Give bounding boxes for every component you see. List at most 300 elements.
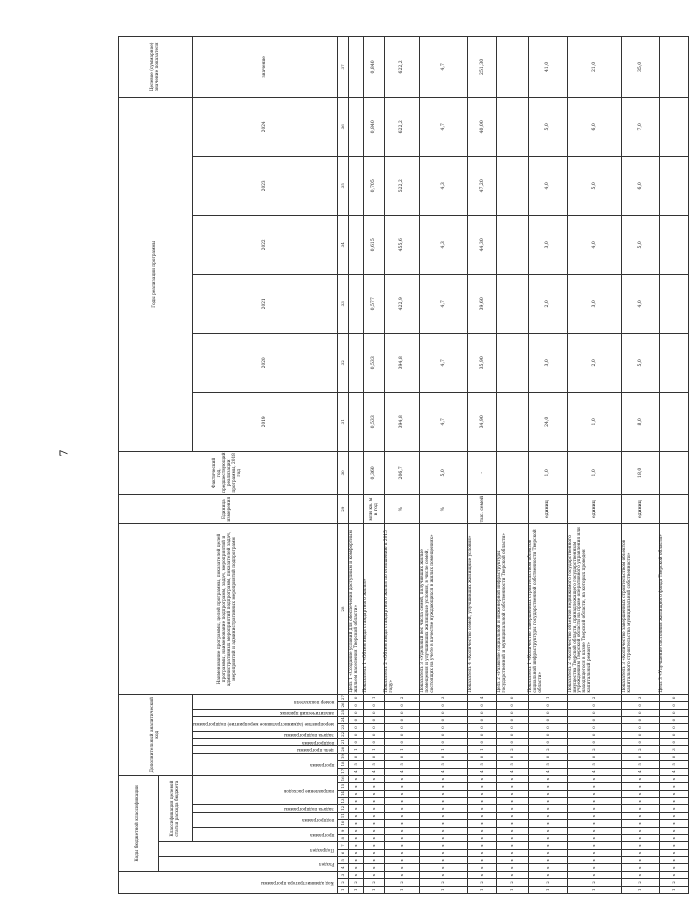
code-cell: х — [528, 820, 568, 827]
code-cell: х — [497, 805, 528, 812]
code-cell: 2 — [568, 879, 622, 886]
column-number: 29 — [337, 494, 348, 524]
column-number: 23 — [337, 724, 348, 731]
code-cell: х — [384, 783, 419, 790]
program-indicators-table — [118, 36, 689, 894]
code-cell: х — [349, 820, 364, 827]
value-2019 — [659, 392, 688, 451]
value-2019: 24,0 — [528, 392, 568, 451]
code-cell: х — [659, 827, 688, 834]
unit-cell: единиц — [622, 494, 659, 524]
indicator-name: Цель 1 «Создание условий для обеспечения доступным и комфортным жильем населения Тверской области» — [349, 524, 364, 694]
code-cell: х — [622, 849, 659, 856]
code-cell: х — [497, 812, 528, 819]
code-cell: 2 — [528, 879, 568, 886]
code-cell: 1 — [497, 886, 528, 893]
header-podprogramma: подпрограмма — [193, 812, 338, 827]
page-number: 7 — [57, 449, 71, 457]
code-cell: х — [363, 820, 384, 827]
code-cell: х — [349, 798, 364, 805]
value-2021: 0,577 — [363, 274, 384, 333]
table-row — [497, 37, 528, 894]
column-number: 22 — [337, 731, 348, 738]
value-2022: 5,0 — [622, 215, 659, 274]
column-number: 37 — [337, 37, 348, 98]
code-cell: х — [497, 864, 528, 871]
code-cell: х — [497, 871, 528, 878]
code-cell: х — [568, 783, 622, 790]
value-2022: 44,30 — [468, 215, 497, 274]
code-cell: х — [384, 842, 419, 849]
header-programma: программа — [193, 827, 338, 842]
indicator-name: Цель 2 «Развитие социальной и инженерной инфраструктуры государственной и муниципальной собственности Тверской области» — [497, 524, 528, 694]
code-cell: х — [568, 834, 622, 841]
table-row — [568, 37, 622, 894]
code-cell: х — [363, 871, 384, 878]
code-cell: 0 — [497, 694, 528, 702]
value-2021: 4,7 — [420, 274, 468, 333]
header-d-analytic: аналитический признак — [193, 709, 338, 716]
code-cell: 1 — [568, 886, 622, 893]
code-cell: 2 — [622, 746, 659, 753]
code-cell: 3 — [659, 746, 688, 753]
code-cell: 0 — [349, 694, 364, 702]
code-cell: 0 — [420, 724, 468, 731]
code-cell: 1 — [384, 746, 419, 753]
header-budget-class: Коды бюджетной классификации — [119, 775, 159, 871]
code-cell: 0 — [528, 702, 568, 709]
value-2024: 40,00 — [468, 97, 497, 156]
code-cell: 2 — [568, 694, 622, 702]
code-cell: 4 — [384, 768, 419, 775]
code-cell: х — [420, 864, 468, 871]
code-cell: 1 — [468, 746, 497, 753]
code-cell: х — [568, 798, 622, 805]
unit-cell: % — [420, 494, 468, 524]
column-number: 28 — [337, 524, 348, 694]
code-cell: 0 — [420, 731, 468, 738]
value-2020 — [497, 333, 528, 392]
code-cell: х — [568, 849, 622, 856]
code-cell: х — [528, 827, 568, 834]
value-2021: 4,0 — [622, 274, 659, 333]
base-year-value: 0,360 — [363, 451, 384, 494]
code-cell: х — [528, 842, 568, 849]
value-2019: 4,7 — [420, 392, 468, 451]
code-cell: 5 — [384, 761, 419, 768]
code-cell: х — [528, 871, 568, 878]
code-cell: х — [568, 812, 622, 819]
unit-cell: единиц — [528, 494, 568, 524]
table-row — [420, 37, 468, 894]
code-cell: 5 — [528, 761, 568, 768]
code-cell: х — [528, 805, 568, 812]
code-cell: 0 — [363, 731, 384, 738]
header-year-2024: 2024 — [193, 97, 338, 156]
value-2022: 0,615 — [363, 215, 384, 274]
column-number: 2 — [337, 879, 348, 886]
code-cell: х — [468, 775, 497, 782]
code-cell: 3 — [420, 694, 468, 702]
code-cell: х — [384, 805, 419, 812]
code-cell: 1 — [622, 886, 659, 893]
indicator-name: Показатель 2 «Объем ввода стандартного жилья по отношению к 2015 году» — [384, 524, 419, 694]
target-value: 622,2 — [384, 37, 419, 98]
code-cell: х — [420, 790, 468, 797]
code-cell: 5 — [568, 761, 622, 768]
code-cell: 4 — [349, 768, 364, 775]
code-cell: 3 — [622, 694, 659, 702]
target-value: 41,0 — [528, 37, 568, 98]
table-row — [384, 37, 419, 894]
table-row — [349, 37, 364, 894]
code-cell: 0 — [622, 716, 659, 723]
base-year-value — [349, 451, 364, 494]
code-cell: х — [363, 857, 384, 864]
header-napravlenie-raskhodov: направление расходов — [193, 775, 338, 805]
code-cell: х — [468, 798, 497, 805]
code-cell: 5 — [468, 761, 497, 768]
code-cell: х — [420, 812, 468, 819]
code-cell: х — [363, 790, 384, 797]
code-cell: х — [349, 805, 364, 812]
column-number: 3 — [337, 871, 348, 878]
column-number: 34 — [337, 215, 348, 274]
code-cell: х — [349, 827, 364, 834]
header-d-cel: цель программы — [193, 746, 338, 753]
code-cell: 0 — [622, 753, 659, 760]
rotated-table-wrapper — [118, 36, 676, 894]
code-cell: х — [363, 775, 384, 782]
value-2020: 394,8 — [384, 333, 419, 392]
unit-cell — [497, 494, 528, 524]
code-cell: 4 — [659, 768, 688, 775]
code-cell: х — [363, 834, 384, 841]
indicator-name: Показатель 4 «Количество семей, улучшивших жилищные условия» — [468, 524, 497, 694]
code-cell: 0 — [497, 709, 528, 716]
value-2023: 47,20 — [468, 156, 497, 215]
value-2020: 4,7 — [420, 333, 468, 392]
code-cell: 0 — [497, 731, 528, 738]
target-value: 4,7 — [420, 37, 468, 98]
header-base-year: Фактический год, предшествующий реализации программы, 2018 год — [119, 451, 338, 494]
code-cell: х — [497, 842, 528, 849]
value-2022: 455,6 — [384, 215, 419, 274]
code-cell: х — [420, 871, 468, 878]
code-cell: 0 — [497, 724, 528, 731]
code-cell: х — [622, 871, 659, 878]
code-cell: х — [568, 820, 622, 827]
column-number: 12 — [337, 805, 348, 812]
code-cell: х — [622, 842, 659, 849]
code-cell: 0 — [349, 739, 364, 746]
code-cell: 0 — [420, 753, 468, 760]
code-cell: х — [568, 871, 622, 878]
target-value — [497, 37, 528, 98]
code-cell: 0 — [659, 731, 688, 738]
code-cell: 1 — [420, 746, 468, 753]
code-cell: 0 — [468, 702, 497, 709]
code-cell: 1 — [384, 886, 419, 893]
code-cell: 1 — [659, 886, 688, 893]
code-cell: х — [363, 864, 384, 871]
header-znachenie: значение — [193, 37, 338, 98]
code-cell: 0 — [528, 731, 568, 738]
value-2024: 622,2 — [384, 97, 419, 156]
base-year-value — [497, 451, 528, 494]
code-cell: х — [659, 790, 688, 797]
code-cell: х — [468, 812, 497, 819]
code-cell: 0 — [497, 753, 528, 760]
code-cell: х — [568, 827, 622, 834]
code-cell: х — [349, 842, 364, 849]
code-cell: 0 — [420, 739, 468, 746]
code-cell: 0 — [528, 724, 568, 731]
code-cell: х — [659, 820, 688, 827]
header-admin-code: Код администратора программы — [119, 871, 338, 893]
column-number: 15 — [337, 783, 348, 790]
code-cell: 0 — [420, 709, 468, 716]
indicator-name: Цель 3 «Улучшение состояния жилищного фонда Тверской области» — [659, 524, 688, 694]
column-number: 30 — [337, 451, 348, 494]
base-year-value: 5,0 — [420, 451, 468, 494]
value-2020: 35,90 — [468, 333, 497, 392]
code-cell: х — [568, 775, 622, 782]
value-2020 — [659, 333, 688, 392]
value-2020: 0,533 — [363, 333, 384, 392]
code-cell: 1 — [363, 886, 384, 893]
value-2023 — [497, 156, 528, 215]
column-number: 16 — [337, 775, 348, 782]
value-2019 — [497, 392, 528, 451]
code-cell: 0 — [384, 716, 419, 723]
table-row — [468, 37, 497, 894]
code-cell: х — [384, 820, 419, 827]
code-cell: 0 — [659, 694, 688, 702]
code-cell: 0 — [363, 702, 384, 709]
value-2019: 8,0 — [622, 392, 659, 451]
code-cell: х — [420, 798, 468, 805]
code-cell: х — [349, 834, 364, 841]
value-2021: 2,0 — [528, 274, 568, 333]
code-cell: х — [659, 805, 688, 812]
code-cell: 0 — [468, 753, 497, 760]
value-2019: 34,90 — [468, 392, 497, 451]
column-number: 24 — [337, 716, 348, 723]
code-cell: 0 — [363, 724, 384, 731]
unit-cell: единиц — [568, 494, 622, 524]
code-cell: х — [659, 871, 688, 878]
value-2023: 4,0 — [528, 156, 568, 215]
code-cell: 0 — [363, 753, 384, 760]
value-2019: 0,533 — [363, 392, 384, 451]
header-podrazdel: Подраздел — [159, 842, 338, 857]
table-row — [659, 37, 688, 894]
target-value: 21,0 — [568, 37, 622, 98]
code-cell: х — [497, 790, 528, 797]
code-cell: 0 — [659, 739, 688, 746]
code-cell: х — [468, 790, 497, 797]
header-razdel: Раздел — [159, 857, 338, 872]
table-row — [622, 37, 659, 894]
code-cell: х — [468, 871, 497, 878]
header-year-2020: 2020 — [193, 333, 338, 392]
value-2021: 39,60 — [468, 274, 497, 333]
column-number: 35 — [337, 156, 348, 215]
code-cell: х — [468, 783, 497, 790]
code-cell: х — [497, 783, 528, 790]
code-cell: 0 — [568, 702, 622, 709]
code-cell: 0 — [468, 709, 497, 716]
code-cell: х — [622, 827, 659, 834]
code-cell: 0 — [363, 739, 384, 746]
code-cell: х — [497, 849, 528, 856]
value-2024: 7,0 — [622, 97, 659, 156]
code-cell: х — [497, 798, 528, 805]
code-cell: х — [349, 871, 364, 878]
code-cell: х — [363, 849, 384, 856]
code-cell: 0 — [349, 702, 364, 709]
code-cell: 5 — [420, 761, 468, 768]
base-year-value: 1,0 — [568, 451, 622, 494]
column-number: 6 — [337, 849, 348, 856]
code-cell: х — [659, 798, 688, 805]
header-year-2023: 2023 — [193, 156, 338, 215]
code-cell: х — [528, 798, 568, 805]
code-cell: х — [659, 834, 688, 841]
code-cell: х — [384, 812, 419, 819]
indicator-name: Показатель 3 «Удельный вес числа семей, получивших жилые помещения и улучшивших жилищные условия, в числе семей, состоящих на учете в качестве нуждающихся в жилых помещениях» — [420, 524, 468, 694]
code-cell: х — [420, 849, 468, 856]
column-number: 10 — [337, 820, 348, 827]
header-year-2021: 2021 — [193, 274, 338, 333]
unit-cell: млн кв. м в год — [363, 494, 384, 524]
code-cell: 2 — [349, 879, 364, 886]
code-cell: х — [497, 857, 528, 864]
target-value — [659, 37, 688, 98]
target-value: 0,840 — [363, 37, 384, 98]
value-2023: 6,0 — [622, 156, 659, 215]
code-cell: х — [363, 805, 384, 812]
value-2024: 0,840 — [363, 97, 384, 156]
code-cell: х — [468, 834, 497, 841]
code-cell: 2 — [384, 694, 419, 702]
value-2022: 4,0 — [568, 215, 622, 274]
header-target-value: Целевое (суммарное) значение показателя — [119, 37, 193, 98]
code-cell: 1 — [363, 694, 384, 702]
base-year-value: 206,7 — [384, 451, 419, 494]
code-cell: х — [528, 834, 568, 841]
value-2023: 4,3 — [420, 156, 468, 215]
header-d-programma: программа — [193, 753, 338, 775]
code-cell: 0 — [528, 716, 568, 723]
code-cell: х — [622, 805, 659, 812]
code-cell: х — [528, 857, 568, 864]
code-cell: 4 — [468, 694, 497, 702]
indicator-name: Показатель 1 «Количество завершенных строительством объектов социальной инфраструктуры государственной собственности Тверской области» — [528, 524, 568, 694]
code-cell: 0 — [568, 724, 622, 731]
code-cell: 0 — [468, 739, 497, 746]
value-2023 — [659, 156, 688, 215]
code-cell: 4 — [468, 768, 497, 775]
unit-cell: тыс. семей — [468, 494, 497, 524]
column-number: 18 — [337, 761, 348, 768]
code-cell: 0 — [622, 739, 659, 746]
value-2022: 3,0 — [528, 215, 568, 274]
base-year-value — [659, 451, 688, 494]
code-cell: 0 — [568, 709, 622, 716]
column-number: 19 — [337, 753, 348, 760]
code-cell: 0 — [384, 702, 419, 709]
value-2021 — [659, 274, 688, 333]
code-cell: 0 — [384, 731, 419, 738]
value-2019: 1,0 — [568, 392, 622, 451]
code-cell: 0 — [363, 709, 384, 716]
header-target-class: Классификация целевой статьи расхода бюджета — [159, 775, 193, 841]
code-cell: х — [622, 812, 659, 819]
code-cell: 0 — [384, 753, 419, 760]
code-cell: 4 — [622, 768, 659, 775]
code-cell: 0 — [497, 702, 528, 709]
code-cell: 0 — [468, 724, 497, 731]
code-cell: х — [528, 864, 568, 871]
code-cell: 0 — [420, 716, 468, 723]
code-cell: х — [468, 849, 497, 856]
code-cell: х — [349, 790, 364, 797]
table-row — [528, 37, 568, 894]
code-cell: х — [349, 857, 364, 864]
value-2021: 422,9 — [384, 274, 419, 333]
column-number: 11 — [337, 812, 348, 819]
code-cell: х — [384, 790, 419, 797]
code-cell: 0 — [568, 731, 622, 738]
code-cell: х — [349, 849, 364, 856]
code-cell: 2 — [384, 879, 419, 886]
code-cell: х — [568, 857, 622, 864]
column-number: 5 — [337, 857, 348, 864]
header-name: Наименование программы, целей программы, показателей целей программы, наименование подпрограмм, задач, мероприятий и административных мероприятий подпрограмм, показателей задач, мероприятий и административных мероприятий подпрограмм — [119, 524, 338, 694]
code-cell: 1 — [528, 694, 568, 702]
header-zadacha-podprogrammy: задача подпрограммы — [193, 805, 338, 812]
code-cell: х — [528, 775, 568, 782]
column-number: 8 — [337, 834, 348, 841]
code-cell: х — [468, 864, 497, 871]
header-d-podprogramma: подпрограмма — [193, 739, 338, 746]
code-cell: х — [420, 834, 468, 841]
header-year-2019: 2019 — [193, 392, 338, 451]
value-2022: 4,3 — [420, 215, 468, 274]
code-cell: 4 — [497, 768, 528, 775]
value-2024 — [659, 97, 688, 156]
value-2020: 5,0 — [622, 333, 659, 392]
code-cell: х — [622, 864, 659, 871]
code-cell: 0 — [420, 702, 468, 709]
code-cell: 4 — [420, 768, 468, 775]
code-cell: х — [363, 842, 384, 849]
code-cell: 2 — [420, 879, 468, 886]
code-cell: х — [363, 783, 384, 790]
base-year-value: 1,0 — [528, 451, 568, 494]
code-cell: х — [384, 857, 419, 864]
unit-cell: % — [384, 494, 419, 524]
code-cell: х — [659, 775, 688, 782]
code-cell: 0 — [468, 716, 497, 723]
column-number: 20 — [337, 746, 348, 753]
code-cell: х — [497, 834, 528, 841]
code-cell: 0 — [363, 716, 384, 723]
column-number: 25 — [337, 709, 348, 716]
indicator-name: Показатель 3 «Количество завершенных строительством объектов капитального строительства муниципальной собственности» — [622, 524, 659, 694]
